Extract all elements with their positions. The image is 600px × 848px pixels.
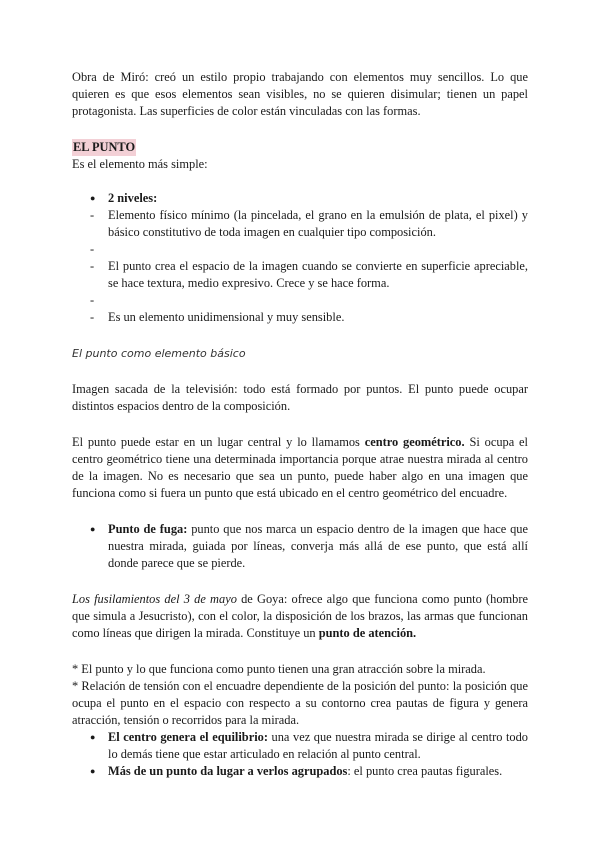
note-item: * Relación de tensión con el encuadre dependiente de la posición del punto: la posición que ocupa el punto en el espacio con respecto a su contorno crea pautas de figura y genera atracción, tensión o recorridos para la mirada.: [72, 679, 528, 727]
subheading: El punto como elemento básico: [72, 347, 246, 360]
section-heading: EL PUNTO: [73, 140, 136, 154]
intro-paragraph: Obra de Miró: creó un estilo propio trabajando con elementos muy sencillos. Lo que quieren es que esos elementos sean visibles, no se quieren disimular; tienen un papel protagonista. Las superficies de color están vinculadas con las formas.: [72, 70, 528, 118]
final-list: [72, 729, 528, 780]
dash-item: - El punto crea el espacio de la imagen cuando se convierte en superficie apreciable, se hace textura, medio expresivo. Crece y se hace forma.: [72, 258, 528, 292]
dash-item: - Elemento físico mínimo (la pincelada, el grano en la emulsión de plata, el pixel) y básico constitutivo de toda imagen en cualquier tipo composición.: [72, 207, 528, 241]
note-item: * El punto y lo que funciona como punto tienen una gran atracción sobre la mirada.: [72, 662, 486, 676]
levels-bullet: ● 2 niveles:: [72, 190, 528, 207]
fuga-bullet: ● Punto de fuga: punto que nos marca un espacio dentro de la imagen que hace que nuestra mirada, guiada por líneas, converja más allá de ese punto, que está allí donde parece que se pierde.: [72, 521, 528, 572]
center-paragraph: El punto puede estar en un lugar central y lo llamamos centro geométrico. Si ocupa el centro geométrico tiene una determinada importancia porque atrae nuestra mirada al centro de la imagen. No es necesario que sea un punto, puede haber algo en una imagen que funciona como si fuera un punto que está ubicado en el centro geométrico del encuadre.: [72, 435, 528, 500]
levels-list: [72, 190, 528, 207]
dash-item: - Es un elemento unidimensional y muy sensible.: [72, 309, 528, 326]
tv-paragraph: Imagen sacada de la televisión: todo está formado por puntos. El punto puede ocupar distintos espacios dentro de la composición.: [72, 382, 528, 413]
fuga-list: [72, 521, 528, 572]
goya-paragraph: Los fusilamientos del 3 de mayo de Goya: ofrece algo que funciona como punto (hombre que simula a Jesucristo), con el color, la disposición de los brazos, las armas que funcionan como líneas que dirigen la mirada. Constituye un punto de atención.: [72, 592, 528, 640]
final-bullet: ● Más de un punto da lugar a verlos agrupados: el punto crea pautas figurales.: [72, 763, 528, 780]
section-lead: Es el elemento más simple:: [72, 157, 208, 171]
final-bullet: ● El centro genera el equilibrio: una vez que nuestra mirada se dirige al centro todo lo demás tiene que estar articulado en relación al punto central.: [72, 729, 528, 763]
dash-list: [72, 207, 528, 326]
